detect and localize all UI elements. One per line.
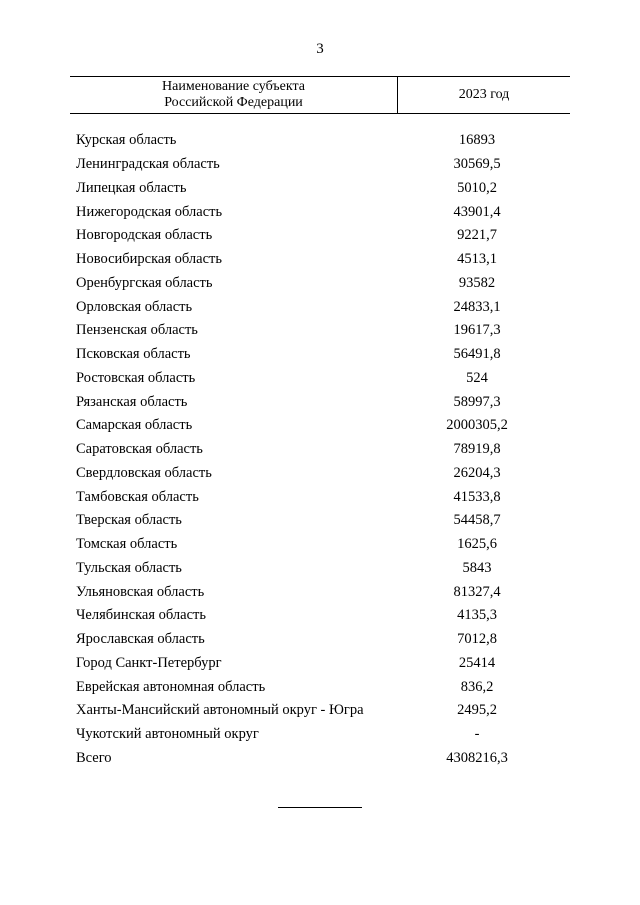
subject-value: 26204,3 bbox=[453, 464, 501, 481]
subject-name: Ханты-Мансийский автономный округ - Югра bbox=[76, 702, 364, 719]
table-row bbox=[76, 319, 570, 343]
table-row bbox=[76, 557, 570, 581]
subject-name: Тверская область bbox=[76, 512, 182, 529]
subject-name: Чукотский автономный округ bbox=[76, 726, 259, 743]
table-row bbox=[76, 153, 570, 177]
subject-name: Липецкая область bbox=[76, 179, 187, 196]
table-row bbox=[76, 248, 570, 272]
table-row bbox=[76, 224, 570, 248]
table-row bbox=[76, 675, 570, 699]
subject-value: 56491,8 bbox=[453, 346, 501, 363]
subject-value: 93582 bbox=[458, 274, 496, 291]
table-row bbox=[76, 580, 570, 604]
table-row bbox=[76, 367, 570, 391]
subject-value: 4308216,3 bbox=[446, 749, 508, 766]
subject-value: 30569,5 bbox=[453, 156, 501, 173]
subject-value: 43901,4 bbox=[453, 203, 501, 220]
subject-name: Челябинская область bbox=[76, 607, 206, 624]
table-row bbox=[76, 200, 570, 224]
footer-divider bbox=[278, 807, 362, 808]
subject-value: 836,2 bbox=[460, 678, 494, 695]
subject-value: 4513,1 bbox=[457, 251, 497, 268]
subject-value: 81327,4 bbox=[453, 583, 501, 600]
subject-name: Тульская область bbox=[76, 559, 182, 576]
table-row bbox=[76, 533, 570, 557]
subject-value: 4135,3 bbox=[457, 607, 497, 624]
subject-name: Пензенская область bbox=[76, 322, 198, 339]
table-row bbox=[76, 604, 570, 628]
header-subject-line1: Наименование субъекта bbox=[162, 79, 305, 94]
subject-value: 1625,6 bbox=[457, 536, 497, 553]
table-row bbox=[76, 438, 570, 462]
subject-name: Еврейская автономная область bbox=[76, 678, 266, 695]
subject-name: Ростовская область bbox=[76, 369, 196, 386]
subject-name: Ульяновская область bbox=[76, 583, 205, 600]
table-header bbox=[70, 76, 570, 114]
header-year-column: 2023 год bbox=[458, 87, 510, 102]
table-row bbox=[76, 509, 570, 533]
table-row bbox=[76, 295, 570, 319]
subject-value: 25414 bbox=[458, 654, 496, 671]
subject-value: 2000305,2 bbox=[446, 417, 508, 434]
subject-value: 54458,7 bbox=[453, 512, 501, 529]
subject-value: 7012,8 bbox=[457, 631, 497, 648]
table-row bbox=[76, 628, 570, 652]
subject-value: 24833,1 bbox=[453, 298, 501, 315]
subject-value: 5843 bbox=[462, 559, 492, 576]
header-subject-column bbox=[70, 77, 398, 113]
subject-name: Курская область bbox=[76, 132, 177, 149]
subject-value: 2495,2 bbox=[457, 702, 497, 719]
subject-name: Тамбовская область bbox=[76, 488, 199, 505]
subject-name: Саратовская область bbox=[76, 441, 203, 458]
table-row bbox=[76, 272, 570, 296]
table-row bbox=[76, 699, 570, 723]
subject-value: - bbox=[474, 726, 480, 743]
subject-name: Нижегородская область bbox=[76, 203, 223, 220]
subject-name: Ленинградская область bbox=[76, 156, 220, 173]
subject-name: Ярославская область bbox=[76, 631, 205, 648]
subject-value: 524 bbox=[466, 369, 488, 386]
subject-value: 58997,3 bbox=[453, 393, 501, 410]
page-number: 3 bbox=[316, 41, 324, 57]
subject-name: Оренбургская область bbox=[76, 274, 213, 291]
table-row bbox=[76, 462, 570, 486]
table-row bbox=[76, 343, 570, 367]
table-row bbox=[76, 485, 570, 509]
subject-name: Рязанская область bbox=[76, 393, 188, 410]
subject-name: Новгородская область bbox=[76, 227, 213, 244]
subject-name: Самарская область bbox=[76, 417, 193, 434]
subject-name: Город Санкт-Петербург bbox=[76, 654, 222, 671]
table-row bbox=[76, 414, 570, 438]
table-row bbox=[76, 723, 570, 747]
table-row bbox=[76, 177, 570, 201]
subject-name: Новосибирская область bbox=[76, 251, 222, 268]
table-row bbox=[76, 652, 570, 676]
subject-value: 41533,8 bbox=[453, 488, 501, 505]
subject-value: 16893 bbox=[458, 132, 496, 149]
subject-name: Свердловская область bbox=[76, 464, 212, 481]
subject-name: Псковская область bbox=[76, 346, 191, 363]
table-row bbox=[76, 129, 570, 153]
subject-name: Орловская область bbox=[76, 298, 193, 315]
subject-value: 5010,2 bbox=[457, 179, 497, 196]
subject-value: 19617,3 bbox=[453, 322, 501, 339]
subject-name: Всего bbox=[76, 749, 112, 766]
subject-value: 78919,8 bbox=[453, 441, 501, 458]
subject-name: Томская область bbox=[76, 536, 178, 553]
header-subject-line2: Российской Федерации bbox=[164, 95, 303, 110]
table-body bbox=[76, 129, 570, 770]
table-row bbox=[76, 390, 570, 414]
table-row bbox=[76, 747, 570, 771]
subject-value: 9221,7 bbox=[457, 227, 497, 244]
